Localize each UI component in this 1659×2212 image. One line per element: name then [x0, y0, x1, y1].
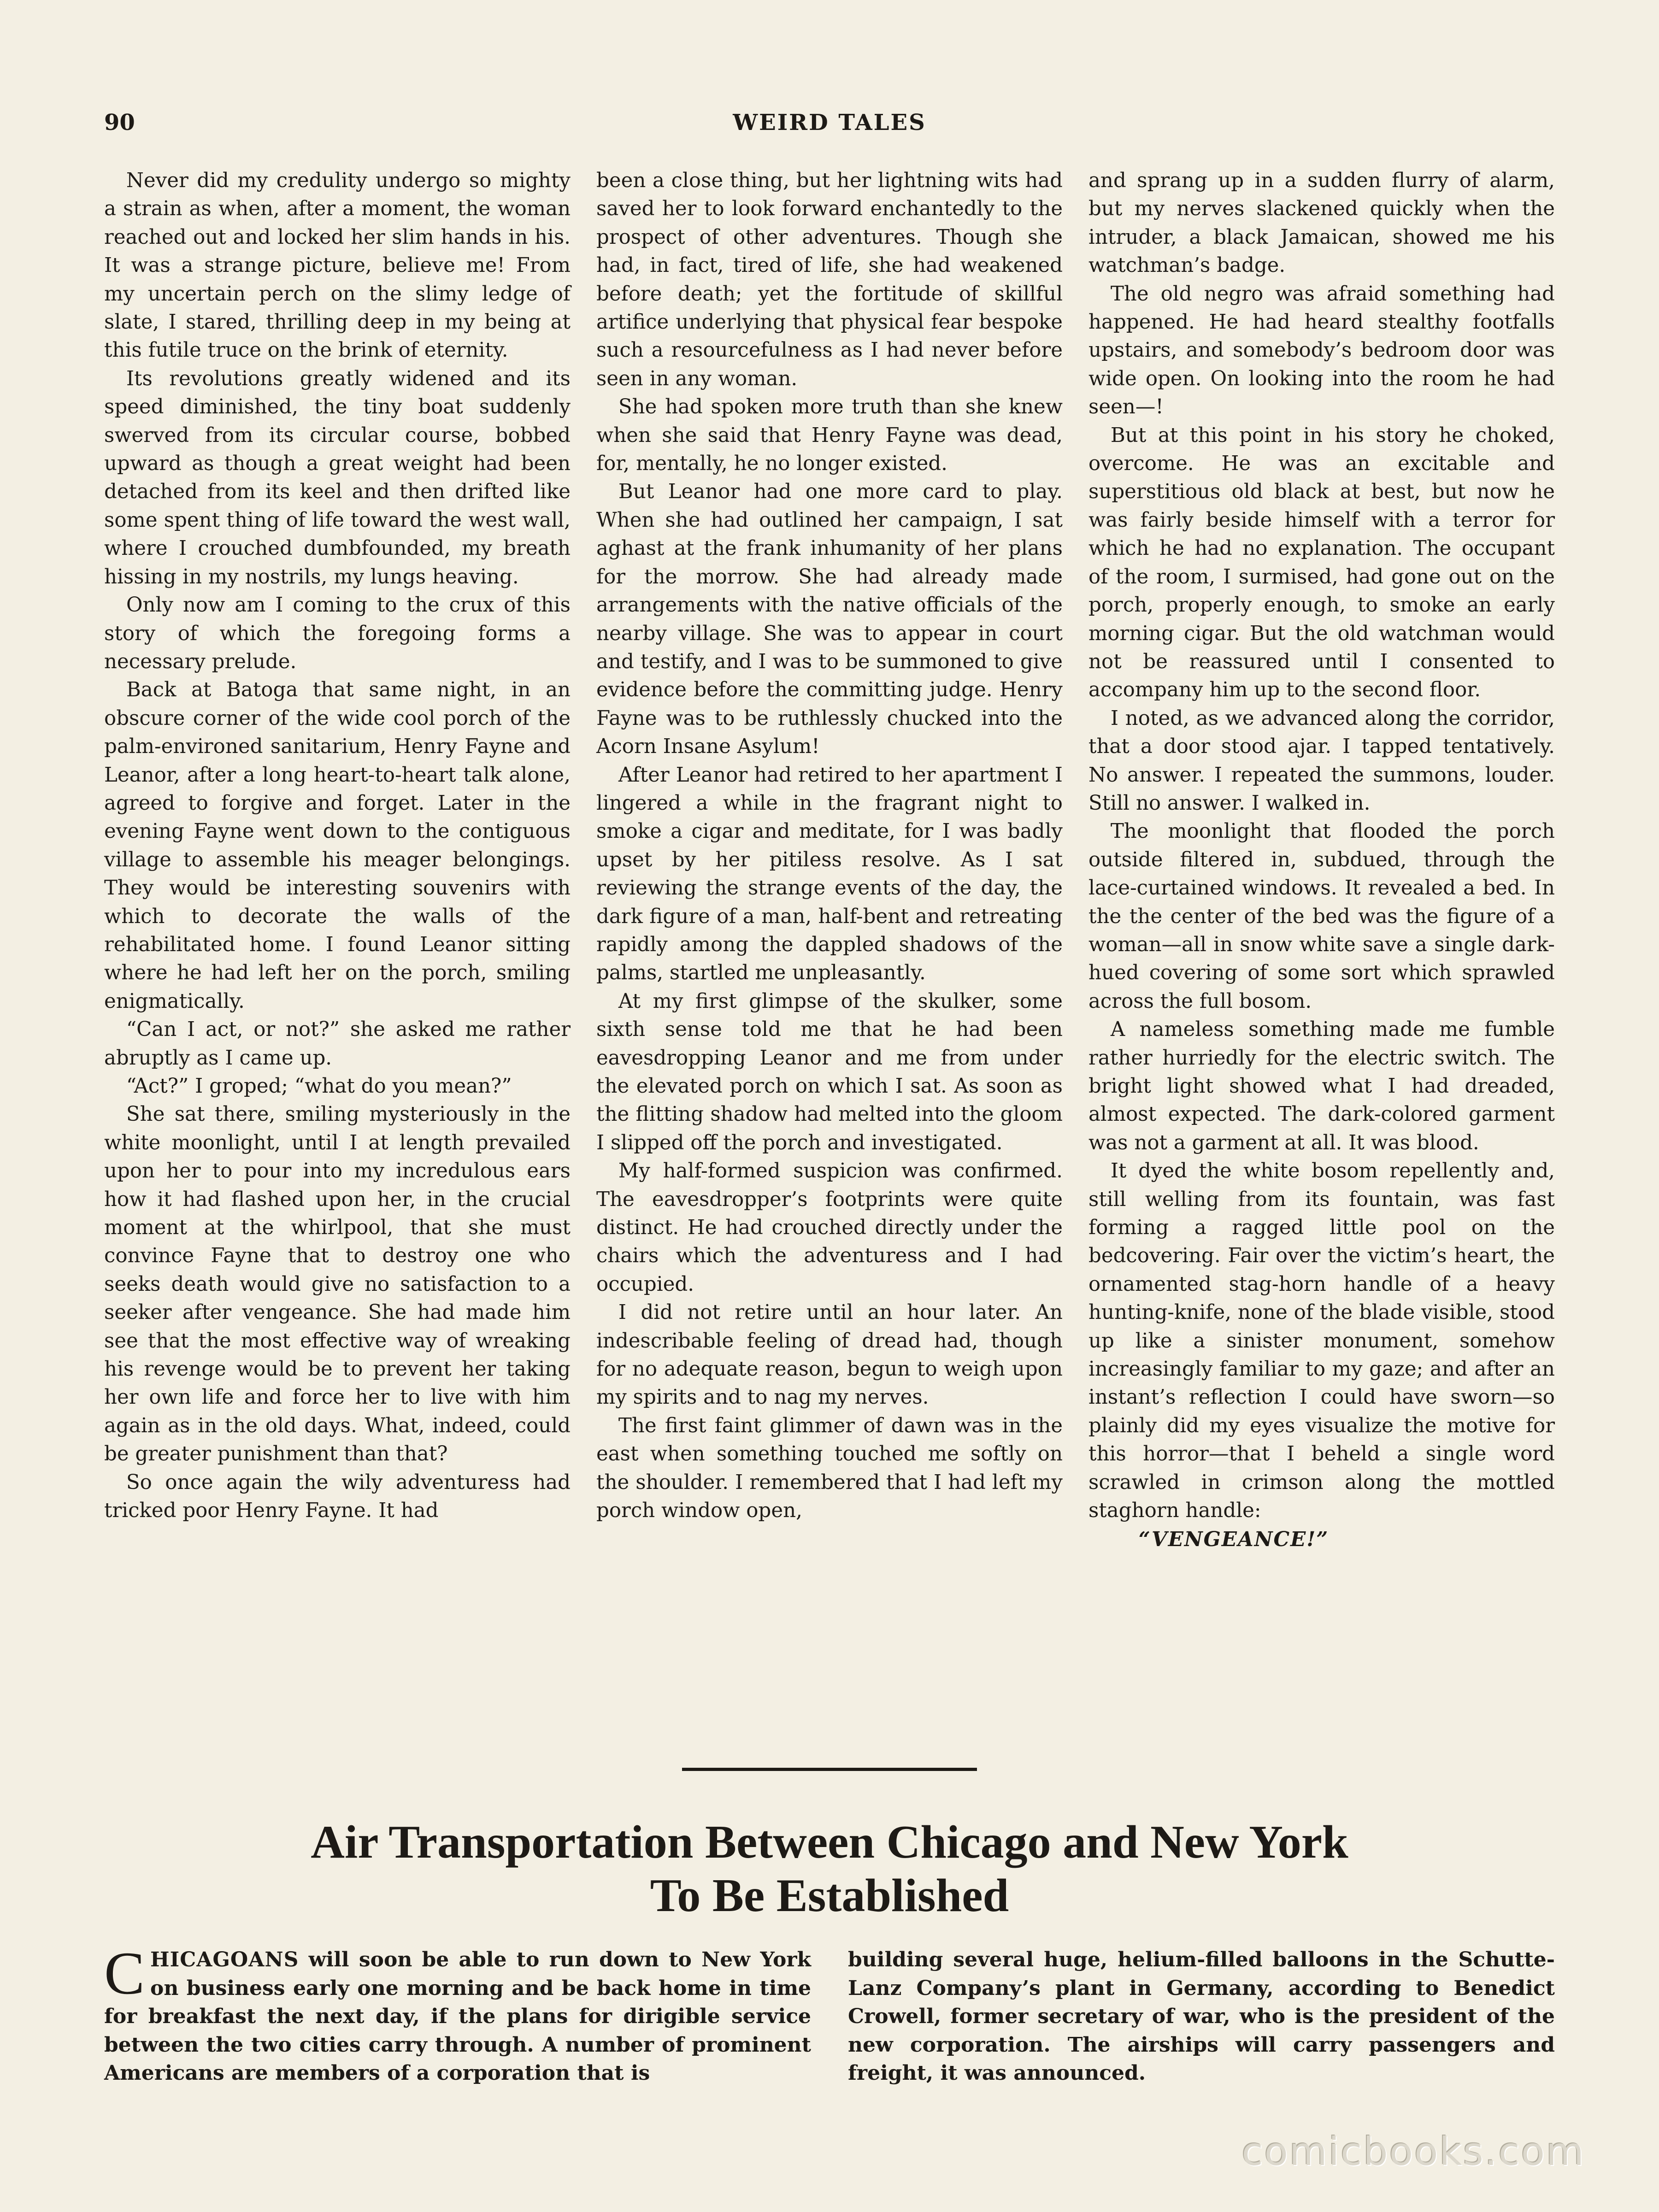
article-body — [104, 1939, 1555, 2088]
section-divider — [682, 1768, 977, 1771]
story-paragraph: “VENGEANCE!” — [1138, 1527, 1329, 1551]
article-headline — [0, 1816, 1659, 1923]
story-column-1 — [104, 167, 571, 1721]
story-paragraph: At my first glimpse of the skulker, some sixth sense told me that he had been eavesdropping Leanor and me from under the elevated porch on which I sat. As soon as the flitting shadow had melted into the gloom I slipped off the porch and investigated. — [596, 989, 1063, 1154]
story-paragraph: The moonlight that flooded the porch outside filtered in, subdued, through the lace-curtained windows. It revealed a bed. In the the center of the bed was the figure of a woman—all in snow white save a single dark-hued covering of some sort which sprawled across the full bosom. — [1088, 820, 1555, 1013]
story-column-2 — [596, 167, 1063, 1721]
story-paragraph: I did not retire until an hour later. An indescribable feeling of dread had, though for no adequate reason, begun to weigh upon my spirits and to nag my nerves. — [596, 1301, 1063, 1409]
running-head: WEIRD TALES — [733, 110, 926, 135]
story-paragraph: But at this point in his story he choked, overcome. He was an excitable and superstitious old black at best, but now he was fairly beside himself with a terror for which he had no explanation. The occupant of the room, I surmised, had gone out on the porch, properly enough, to smoke an early morning cigar. But the old watchman would not be reassured until I consented to accompany him up to the second floor. — [1088, 424, 1555, 702]
story-paragraph: Back at Batoga that same night, in an obscure corner of the wide cool porch of the palm-environed sanitarium, Henry Fayne and Leanor, after a long heart-to-heart talk alone, agreed to forgive and forget. Later in the evening Fayne went down to the contiguous village to assemble his meager belongings. They would be interesting souvenirs with which to decorate the walls of the rehabilitated home. I found Leanor sitting where he had left her on the porch, smiling enigmatically. — [104, 678, 571, 1013]
watermark-logo: comicbooks.com — [1241, 2129, 1585, 2174]
story-paragraph: She sat there, smiling mysteriously in the white moonlight, until I at length prevailed upon her to pour into my incredulous ears how it had flashed upon her, in the crucial moment at the whirlpool, that she must convince Fayne that to destroy one who seeks death would give no satisfaction to a seeker after vengeance. She had made him see that the most effective way of wreaking his revenge would be to prevent her taking her own life and force her to live with him again as in the old days. What, indeed, could be greater punishment than that? — [104, 1103, 571, 1466]
page-number: 90 — [104, 110, 135, 135]
story-paragraph: “Can I act, or not?” she asked me rather abruptly as I came up. — [104, 1018, 571, 1070]
story-paragraph: Never did my credulity undergo so mighty a strain as when, after a moment, the woman reached out and locked her slim hands in his. It was a strange picture, believe me! From my uncertain perch on the slimy ledge of slate, I stared, thrilling deep in my being at this futile truce on the brink of eternity. — [104, 169, 571, 362]
story-paragraph: been a close thing, but her lightning wits had saved her to look forward enchantedly to the prospect of other adventures. Though she had, in fact, tired of life, she had weakened before death; yet the fortitude of skillful artifice underlying that physical fear bespoke such a resourcefulness as I had never before seen in any woman. — [596, 169, 1063, 390]
drop-cap: C — [104, 1939, 145, 2007]
story-paragraph: and sprang up in a sudden flurry of alarm, but my nerves slackened quickly when the intruder, a black Jamaican, showed me his watchman’s badge. — [1088, 169, 1555, 277]
story-paragraph: My half-formed suspicion was confirmed. The eavesdropper’s footprints were quite distinct. He had crouched directly under the chairs which the adventuress and I had occupied. — [596, 1159, 1063, 1296]
article-text-1: will soon be able to run down to New York on business early one morning and be back home in time for breakfast the next day, if the plans for dirigible service between the two cities carry through. A number of prominent Americans are members of a corporation that is — [104, 1948, 811, 2085]
story-paragraph: “Act?” I groped; “what do you mean?” — [126, 1075, 512, 1098]
article-column-1 — [104, 1939, 811, 2088]
story-paragraph: Only now am I coming to the crux of this story of which the foregoing forms a necessary prelude. — [104, 594, 571, 673]
story-paragraph: But Leanor had one more card to play. When she had outlined her campaign, I sat aghast at the frank inhumanity of her plans for the morrow. She had already made arrangements with the native officials of the nearby village. She was to appear in court and testify, and I was to be summoned to give evidence before the committing judge. Henry Fayne was to be ruthlessly chucked into the Acorn Insane Asylum! — [596, 480, 1063, 759]
story-paragraph: She had spoken more truth than she knew when she said that Henry Fayne was dead, for, mentally, he no longer existed. — [596, 395, 1063, 476]
story-paragraph: A nameless something made me fumble rather hurriedly for the electric switch. The bright light showed what I had dreaded, almost expected. The dark-colored garment was not a garment at all. It was blood. — [1088, 1018, 1555, 1154]
story-paragraph: After Leanor had retired to her apartment I lingered a while in the fragrant night to smoke a cigar and meditate, for I was badly upset by her pitiless resolve. As I sat reviewing the strange events of the day, the dark figure of a man, half-bent and retreating rapidly among the dappled shadows of the palms, startled me unpleasantly. — [596, 763, 1063, 985]
headline-line-1: Air Transportation Between Chicago and New York — [311, 1816, 1348, 1868]
story-paragraph: The first faint glimmer of dawn was in the east when something touched me softly on the shoulder. I remembered that I had left my porch window open, — [596, 1414, 1063, 1523]
story-paragraph: It dyed the white bosom repellently and, still welling from its fountain, was fast forming a ragged little pool on the bedcovering. Fair over the victim’s heart, the ornamented stag-horn handle of a heavy hunting-knife, none of the blade visible, stood up like a sinister monument, somehow increasingly familiar to my gaze; and after an instant’s reflection I could have sworn—so plainly did my eyes visualize the motive for this horror—that I beheld a single word scrawled in crimson along the mottled staghorn handle: — [1088, 1159, 1555, 1523]
headline-line-2: To Be Established — [650, 1870, 1009, 1922]
story-paragraph: I noted, as we advanced along the corridor, that a door stood ajar. I tapped tentatively. No answer. I repeated the summons, louder. Still no answer. I walked in. — [1088, 706, 1555, 815]
story-paragraph: Its revolutions greatly widened and its speed diminished, the tiny boat suddenly swerved from its circular course, bobbed upward as though a great weight had been detached from its keel and then drifted like some spent thing of life toward the west wall, where I crouched dumbfounded, my breath hissing in my nostrils, my lungs heaving. — [104, 367, 571, 588]
story-paragraph: So once again the wily adventuress had tricked poor Henry Fayne. It had — [104, 1471, 571, 1523]
lead-caps: HICAGOANS — [150, 1948, 299, 1971]
story-paragraph: The old negro was afraid something had happened. He had heard stealthy footfalls upstairs, and somebody’s bedroom door was wide open. On looking into the room he had seen—! — [1088, 282, 1555, 419]
story-body — [104, 167, 1555, 1721]
story-column-3 — [1088, 167, 1555, 1721]
article-column-2: building several huge, helium-filled balloons in the Schutte-Lanz Company’s plant in Germany, according to Benedict Crowell, former secretary of war, who is the president of the new corporation. The airships will carry passengers and freight, it was announced. — [848, 1948, 1555, 2085]
